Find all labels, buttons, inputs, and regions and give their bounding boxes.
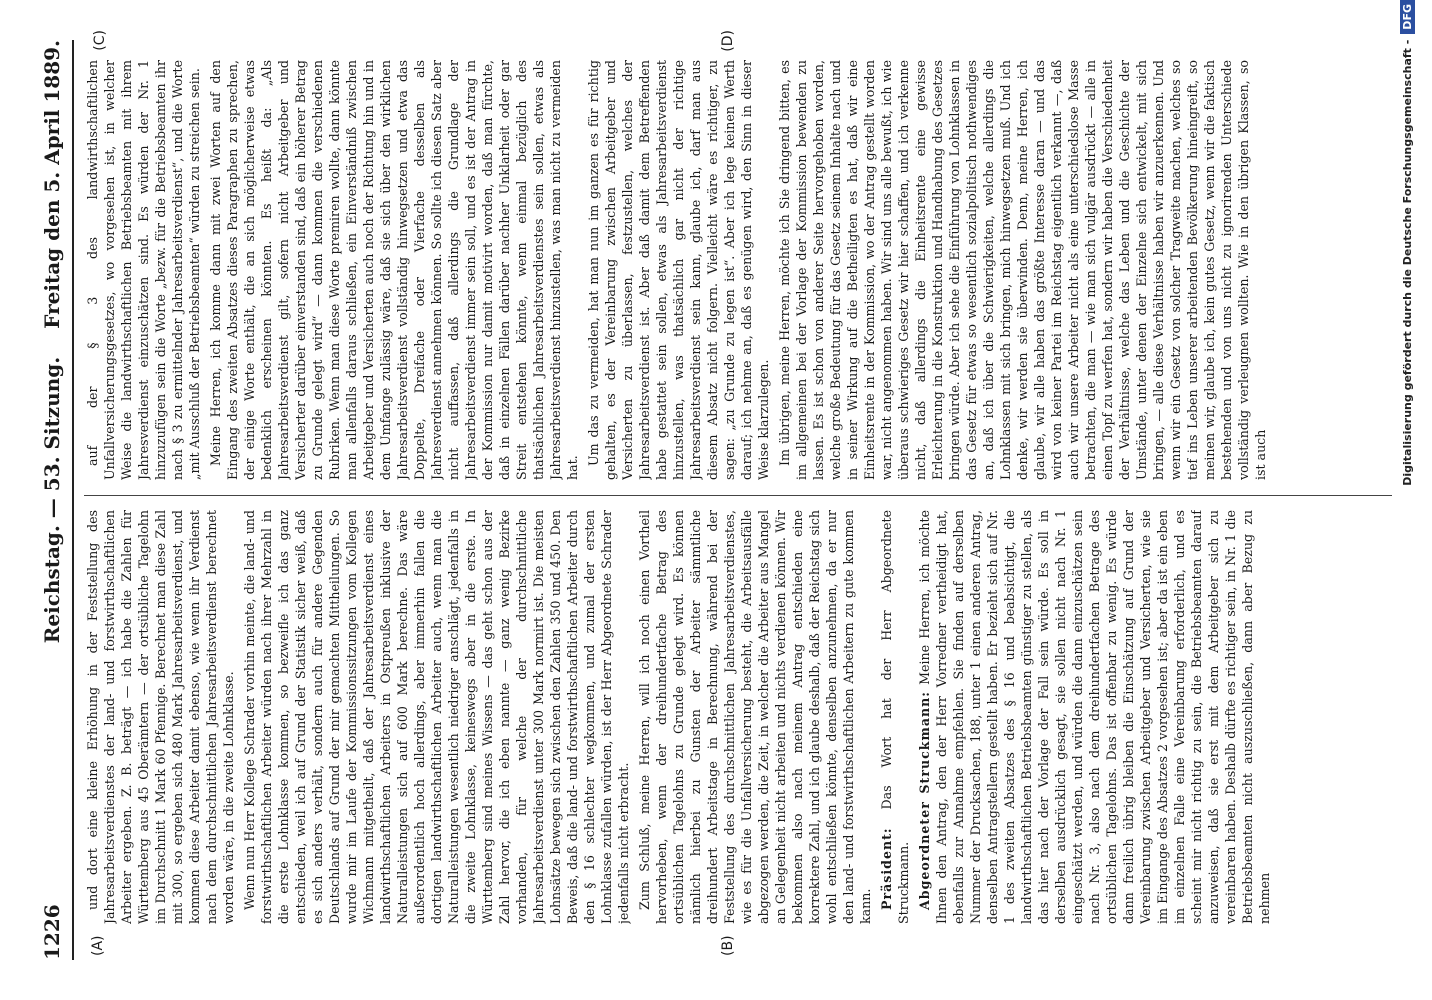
page-header bbox=[40, 40, 70, 960]
page-number: 1226 bbox=[40, 904, 64, 960]
column-divider bbox=[84, 495, 1392, 496]
margin-mark-c: (C) bbox=[92, 30, 108, 51]
session-title: Reichstag. — 53. Sitzung. bbox=[40, 356, 64, 644]
right-column bbox=[84, 60, 1392, 480]
speaker-label: Abgeordneter Struckmann: bbox=[917, 691, 932, 910]
footer-text-wrap bbox=[1395, 0, 1421, 1000]
margin-mark-a: (A) bbox=[90, 935, 106, 956]
left-column bbox=[84, 510, 1392, 924]
header-rule bbox=[72, 40, 74, 960]
paragraph: Wenn nun Herr Kollege Schrader vorhin meinte, die land- und forstwirthschaftlichen Arbeiter würden nach ihrer Mehrzahl in die erste Lohnklasse kommen, so bezweifle ich das ganz entschieden, weil ich auf Grund der Statistik sicher weiß, daß es sich anders verhält, sondern auch für andere Gegenden Deutschlands auf Grund der mir gemachten Mittheilungen. So wurde mir im Laufe der Kommissionssitzungen vom Kollegen Wichmann mitgetheilt, daß der Jahresarbeitsverdienst eines landwirthschaftlichen Arbeiters in Ostpreußen inklusive der Naturalleistungen sich auf 600 Mark berechne. Das wäre außerordentlich hoch allerdings, aber immerhin fallen die dortigen landwirthschaftlichen Arbeiter auch, wenn man die Naturalleistungen wesentlich niedriger anschlägt, jedenfalls in die zweite Lohnklasse, keineswegs aber in die erste. In Württemberg sind meines Wissens — das geht schon aus der Zahl hervor, die ich eben nannte — ganz wenig Bezirke vorhanden, für welche der durchschnittliche Jahresarbeitsverdienst unter 300 Mark normirt ist. Die meisten Lohnsätze bewegen sich zwischen den Zahlen 350 und 450. Den Beweis, daß die land- und forstwirthschaftlichen Arbeiter durch den § 16 schlechter wegkommen, und zumal der ersten Lohnklasse zufallen würden, ist der Herr Abgeordnete Schrader jedenfalls nicht erbracht. bbox=[242, 510, 631, 924]
speaker-paragraph bbox=[916, 510, 1273, 924]
president-paragraph bbox=[878, 510, 912, 924]
paragraph: Meine Herren, ich komme dann mit zwei Worten auf den Eingang des zweiten Absatzes dieses Paragraphen zu sprechen, der einige Worte enthält, die an sich möglicherweise etwas bedenklich erscheinen könnten. Es heißt da: „Als Jahresarbeitsverdienst gilt, sofern nicht Arbeitgeber und Versicherter darüber einverstanden sind, daß ein höherer Betrag zu Grunde gelegt wird“ — dann kommen die verschiedenen Rubriken. Wenn man diese Worte premiren wollte, dann könnte man allenfalls daraus schließen, ein Einverständniß zwischen Arbeitgeber und Versicherten auch noch der Richtung hin und in dem Umfange zulässig wäre, daß sie sich über den wirklichen Jahresarbeitsverdienst vollständig hinwegsetzen und etwa das Doppelte, Dreifache oder Vierfache desselben als Jahresverdienst annehmen können. So sollte ich diesen Satz aber nicht auffassen, daß allerdings die Grundlage der Jahresarbeitsverdienst immer sein soll, und es ist der Antrag in der Kommission nur damit motivirt worden, daß man fürchte, daß in einzelnen Fällen darüber nachher Unklarheit oder gar Streit entstehen könnte, wenn einmal bezüglich des thatsächlichen Jahresarbeitsverdienstes sein sollen, etwas als Jahresarbeitsverdienst hinzustellen, was man nicht zu vermeiden hat. bbox=[208, 60, 580, 480]
paragraph: Zum Schluß, meine Herren, will ich noch einen Vortheil hervorheben, wenn der dreihundertfache Betrag des ortsüblichen Tagelohns zu Grunde gelegt wird. Es können nämlich hierbei zu Gunsten der Arbeiter sämmtliche dreihundert Arbeitstage in Berechnung, während bei der Feststellung des durchschnittlichen Jahresarbeitsverdienstes, wie es für die Unfallversicherung besteht, die Arbeitsausfälle abgezogen werden, die Zeit, in welcher die Arbeiter aus Mangel an Gelegenheit nicht arbeiten und nichts verdienen können. Wir bekommen also nach meinem Antrag entschieden eine korrektere Zahl, und ich glaube deshalb, daß der Reichstag sich wohl entschließen könnte, denselben anzunehmen, da er nur den land- und forstwirthschaftlichen Arbeitern zu gute kommen kann. bbox=[637, 510, 873, 924]
margin-mark-d: (D) bbox=[720, 30, 736, 52]
paragraph: Im übrigen, meine Herren, möchte ich Sie dringend bitten, es im allgemeinen bei der Vorlage der Kommission bewenden zu lassen. Es ist schon von anderer Seite hervorgehoben worden, welche große Bedeutung für das Gesetz seinem Inhalte nach und in seiner Wirkung auf die Betheiligten es hat, daß wir eine Einheitsrente in der Kommission, wo der Antrag gestellt worden war, nicht angenommen haben. Wir sind uns alle bewußt, ich wie überaus schwieriges Gesetz wir hier schaffen, und ich verkenne nicht, daß allerdings die Einheitsrente eine gewisse Erleichterung in die Konstruktion und Handhabung des Gesetzes bringen würde. Aber ich sehe die Einführung von Lohnklassen in das Gesetz für etwas so wesentlich sozialpolitisch nothwendiges an, daß ich über die Schwierigkeiten, welche allerdings die Lohnklassen mit sich bringen, mich hinwegsetzen muß. Und ich denke, wir werden sie überwinden. Denn, meine Herren, ich glaube, wir alle haben das größte Interesse daran — und das wird von keiner Partei im Reichstag eigentlich verkannt —, daß auch wir unsere Arbeiter nicht als eine unterschiedslose Masse betrachten, die man — wie man sich vulgär ausdrückt — alle in einen Topf zu werfen hat, sondern wir haben die Verschiedenheit der Verhältnisse, welche das Leben und die Geschichte der Umstände, unter denen der Einzelne sich entwickelt, mit sich bringen, — alle diese Verhältnisse haben wir anzuerkennen. Und wenn wir ein Gesetz von solcher Tragweite machen, welches so tief ins Leben unserer arbeitenden Bevölkerung hineingreift, so meinen wir, glaube ich, kein gutes Gesetz, wenn wir die faktisch bestehenden und von uns nicht zu ignorirenden Unterschiede vollständig verleugnen wollten. Wie in den übrigen Klassen, so ist auch bbox=[777, 60, 1268, 480]
paragraph: und dort eine kleine Erhöhung in der Feststellung des Jahresarbeitsverdienstes der land- und forstwirthschaftlichen Arbeiter ergeben. Z. B. beträgt — ich habe die Zahlen für Württemberg aus 45 Oberämtern — der ortsübliche Tagelohn im Durchschnitt 1 Mark 60 Pfennige. Berechnet man diese Zahl mit 300, so ergeben sich 480 Mark Jahresarbeitsverdienst, und kommen diese Arbeiter damit ebenso, wie wenn ihr Verdienst nach dem durchschnittlichen Jahresarbeitsverdienst berechnet worden wäre, in die zweite Lohnklasse. bbox=[85, 510, 236, 924]
speaker-text: Meine Herren, ich möchte Ihnen den Antrag, den der Herr Vorredner vertheidigt hat, ebenfalls zur Annahme empfehlen. Sie finden auf derselben Nummer der Drucksachen, 188, unter 1 einen anderen Antrag, denselben Antragstellern gestellt haben. Er bezieht sich auf Nr. 1 des zweiten Absatzes des § 16 und beabsichtigt, die landwirthschaftlichen Betriebsbeamten günstiger zu stellen, als das hier nach der Vorlage der Fall sein würde. Es soll in derselben ausdrücklich gesagt, sie sollen nicht nach Nr. 1 eingeschätzt werden, und würden die dann einzuschätzen sein nach Nr. 3, also nach dem dreihundertfachen Betrage des ortsüblichen Tagelohns. Das ist offenbar zu wenig. Es würde dann freilich übrig bleiben die Einschätzung auf Grund der Vereinbarung zwischen Arbeitgeber und Versicherten, wie sie im Eingange des Absatzes 2 vorgesehen ist; aber da ist ein eben im einzelnen Falle eine Vereinbarung erforderlich, und es scheint mir nicht richtig zu sein, die Betriebsbeamten darauf anzuweisen, daß sie erst mit dem Arbeitgeber sich zu vereinbaren haben. Deshalb dürfte es richtiger sein, in Nr. 1 die Betriebsbeamten nicht auszuschließen, dann aber Bezug zu nehmen bbox=[917, 510, 1272, 924]
session-date: Freitag den 5. April 1889. bbox=[40, 40, 64, 329]
margin-mark-b: (B) bbox=[720, 935, 736, 956]
digitization-footer bbox=[1393, 0, 1423, 1000]
president-label: Präsident: bbox=[879, 827, 894, 910]
paragraph: Um das zu vermeiden, hat man nun im ganzen es für richtig gehalten, es der Vereinbarung zwischen Arbeitgeber und Versicherten zu überlassen, festzustellen, welches der Jahresarbeitsverdienst ist. Aber daß damit dem Betreffenden habe gestattet sein sollen, etwas als Jahresarbeitsverdienst hinzustellen, was thatsächlich gar nicht der richtige Jahresarbeitsverdienst sein kann, glaube ich, darf man aus diesem Absatz nicht folgern. Vielleicht wäre es richtiger, zu sagen: „zu Grunde zu legen ist“. Aber ich lege keinen Werth darauf; ich nehme an, daß es genügen wird, den Sinn in dieser Weise klarzulegen. bbox=[586, 60, 771, 480]
footer-text: Digitalisierung gefördert durch die Deutsche Forschungsgemeinschaft - bbox=[1401, 39, 1414, 486]
paragraph: auf der § 3 des landwirthschaftlichen Unfallversicherungsgesetzes, wo vorgesehen ist, in welcher Weise die landwirthschaftlichen Betriebsbeamten mit ihrem Jahresverdienst einzuschätzen sind. Es würden der Nr. 1 hinzuzufügen sein die Worte „bezw. für die Betriebsbeamten ihr nach § 3 zu ermittelnder Jahresarbeitsverdienst“, und die Worte „mit Ausschluß der Betriebsbeamten“ würden zu streichen sein. bbox=[85, 60, 202, 480]
president-text: Das Wort hat der Herr Abgeordnete Struckmann. bbox=[879, 510, 911, 924]
dfg-logo: DFG bbox=[1400, 0, 1415, 34]
